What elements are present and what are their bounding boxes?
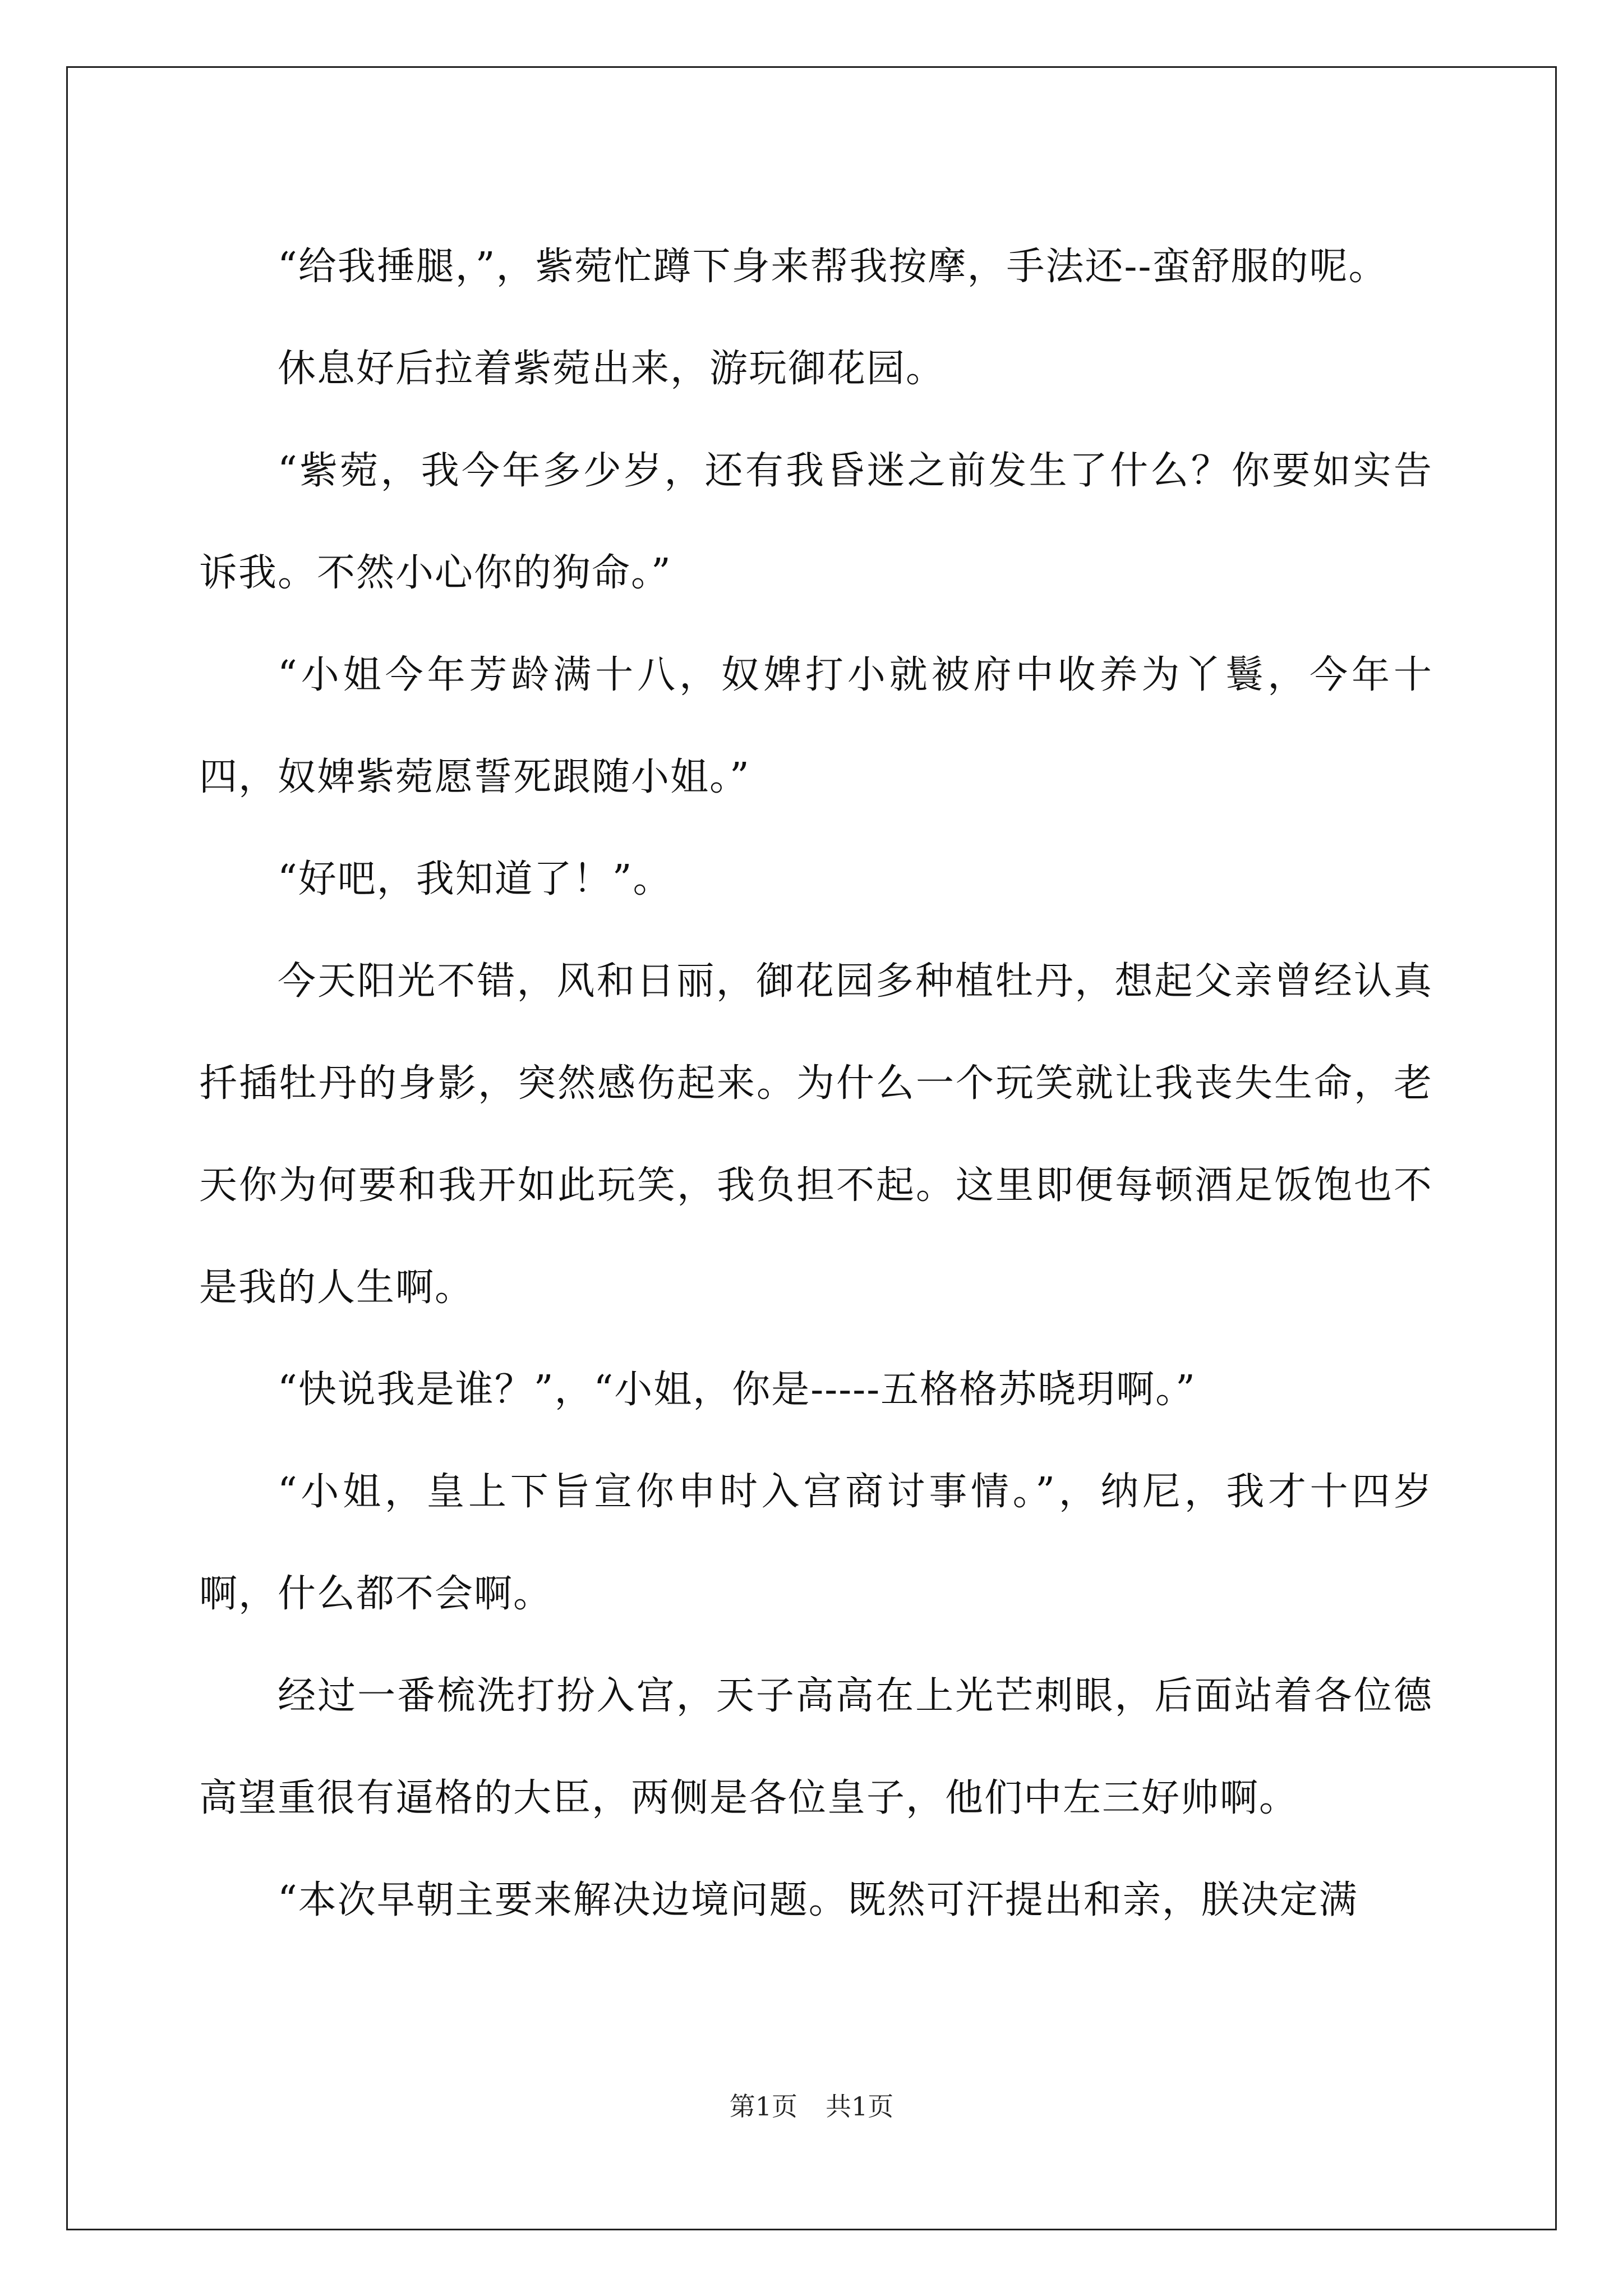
paragraph-2: 休息好后拉着紫菀出来，游玩御花园。	[278, 347, 946, 391]
paragraph-4: “小姐今年芳龄满十八，奴婢打小就被府中收养为丫鬟，今年十四，奴婢紫菀愿誓死跟随小姐。”	[199, 653, 1433, 799]
page-number: 第1页	[729, 2091, 797, 2122]
paragraph-3: “紫菀，我今年多少岁，还有我昏迷之前发生了什么？你要如实告诉我。不然小心你的狗命。”	[199, 449, 1433, 595]
paragraph-1: “给我捶腿，”，紫菀忙蹲下身来帮我按摩，手法还--蛮舒服的呢。	[278, 245, 1388, 289]
page-footer	[0, 2090, 1623, 2123]
paragraph-8: “小姐，皇上下旨宣你申时入宫商讨事情。”，纳尼，我才十四岁啊，什么都不会啊。	[199, 1470, 1433, 1616]
page-total: 共1页	[826, 2091, 894, 2122]
paragraph-9: 经过一番梳洗打扮入宫，天子高高在上光芒刺眼，后面站着各位德高望重很有逼格的大臣，两侧是各位皇子，他们中左三好帅啊。	[199, 1674, 1433, 1820]
document-body	[199, 216, 1433, 1952]
paragraph-10: “本次早朝主要来解决边境问题。既然可汗提出和亲，朕决定满	[278, 1878, 1358, 1922]
paragraph-6: 今天阳光不错，风和日丽，御花园多种植牡丹，想起父亲曾经认真扦插牡丹的身影，突然感伤起来。为什么一个玩笑就让我丧失生命，老天你为何要和我开如此玩笑，我负担不起。这里即便每顿酒足饭饱也不是我的人生啊。	[199, 959, 1433, 1310]
paragraph-7: “快说我是谁？”，“小姐，你是-----五格格苏晓玥啊。”	[278, 1368, 1196, 1412]
paragraph-5: “好吧，我知道了！”。	[278, 857, 672, 901]
